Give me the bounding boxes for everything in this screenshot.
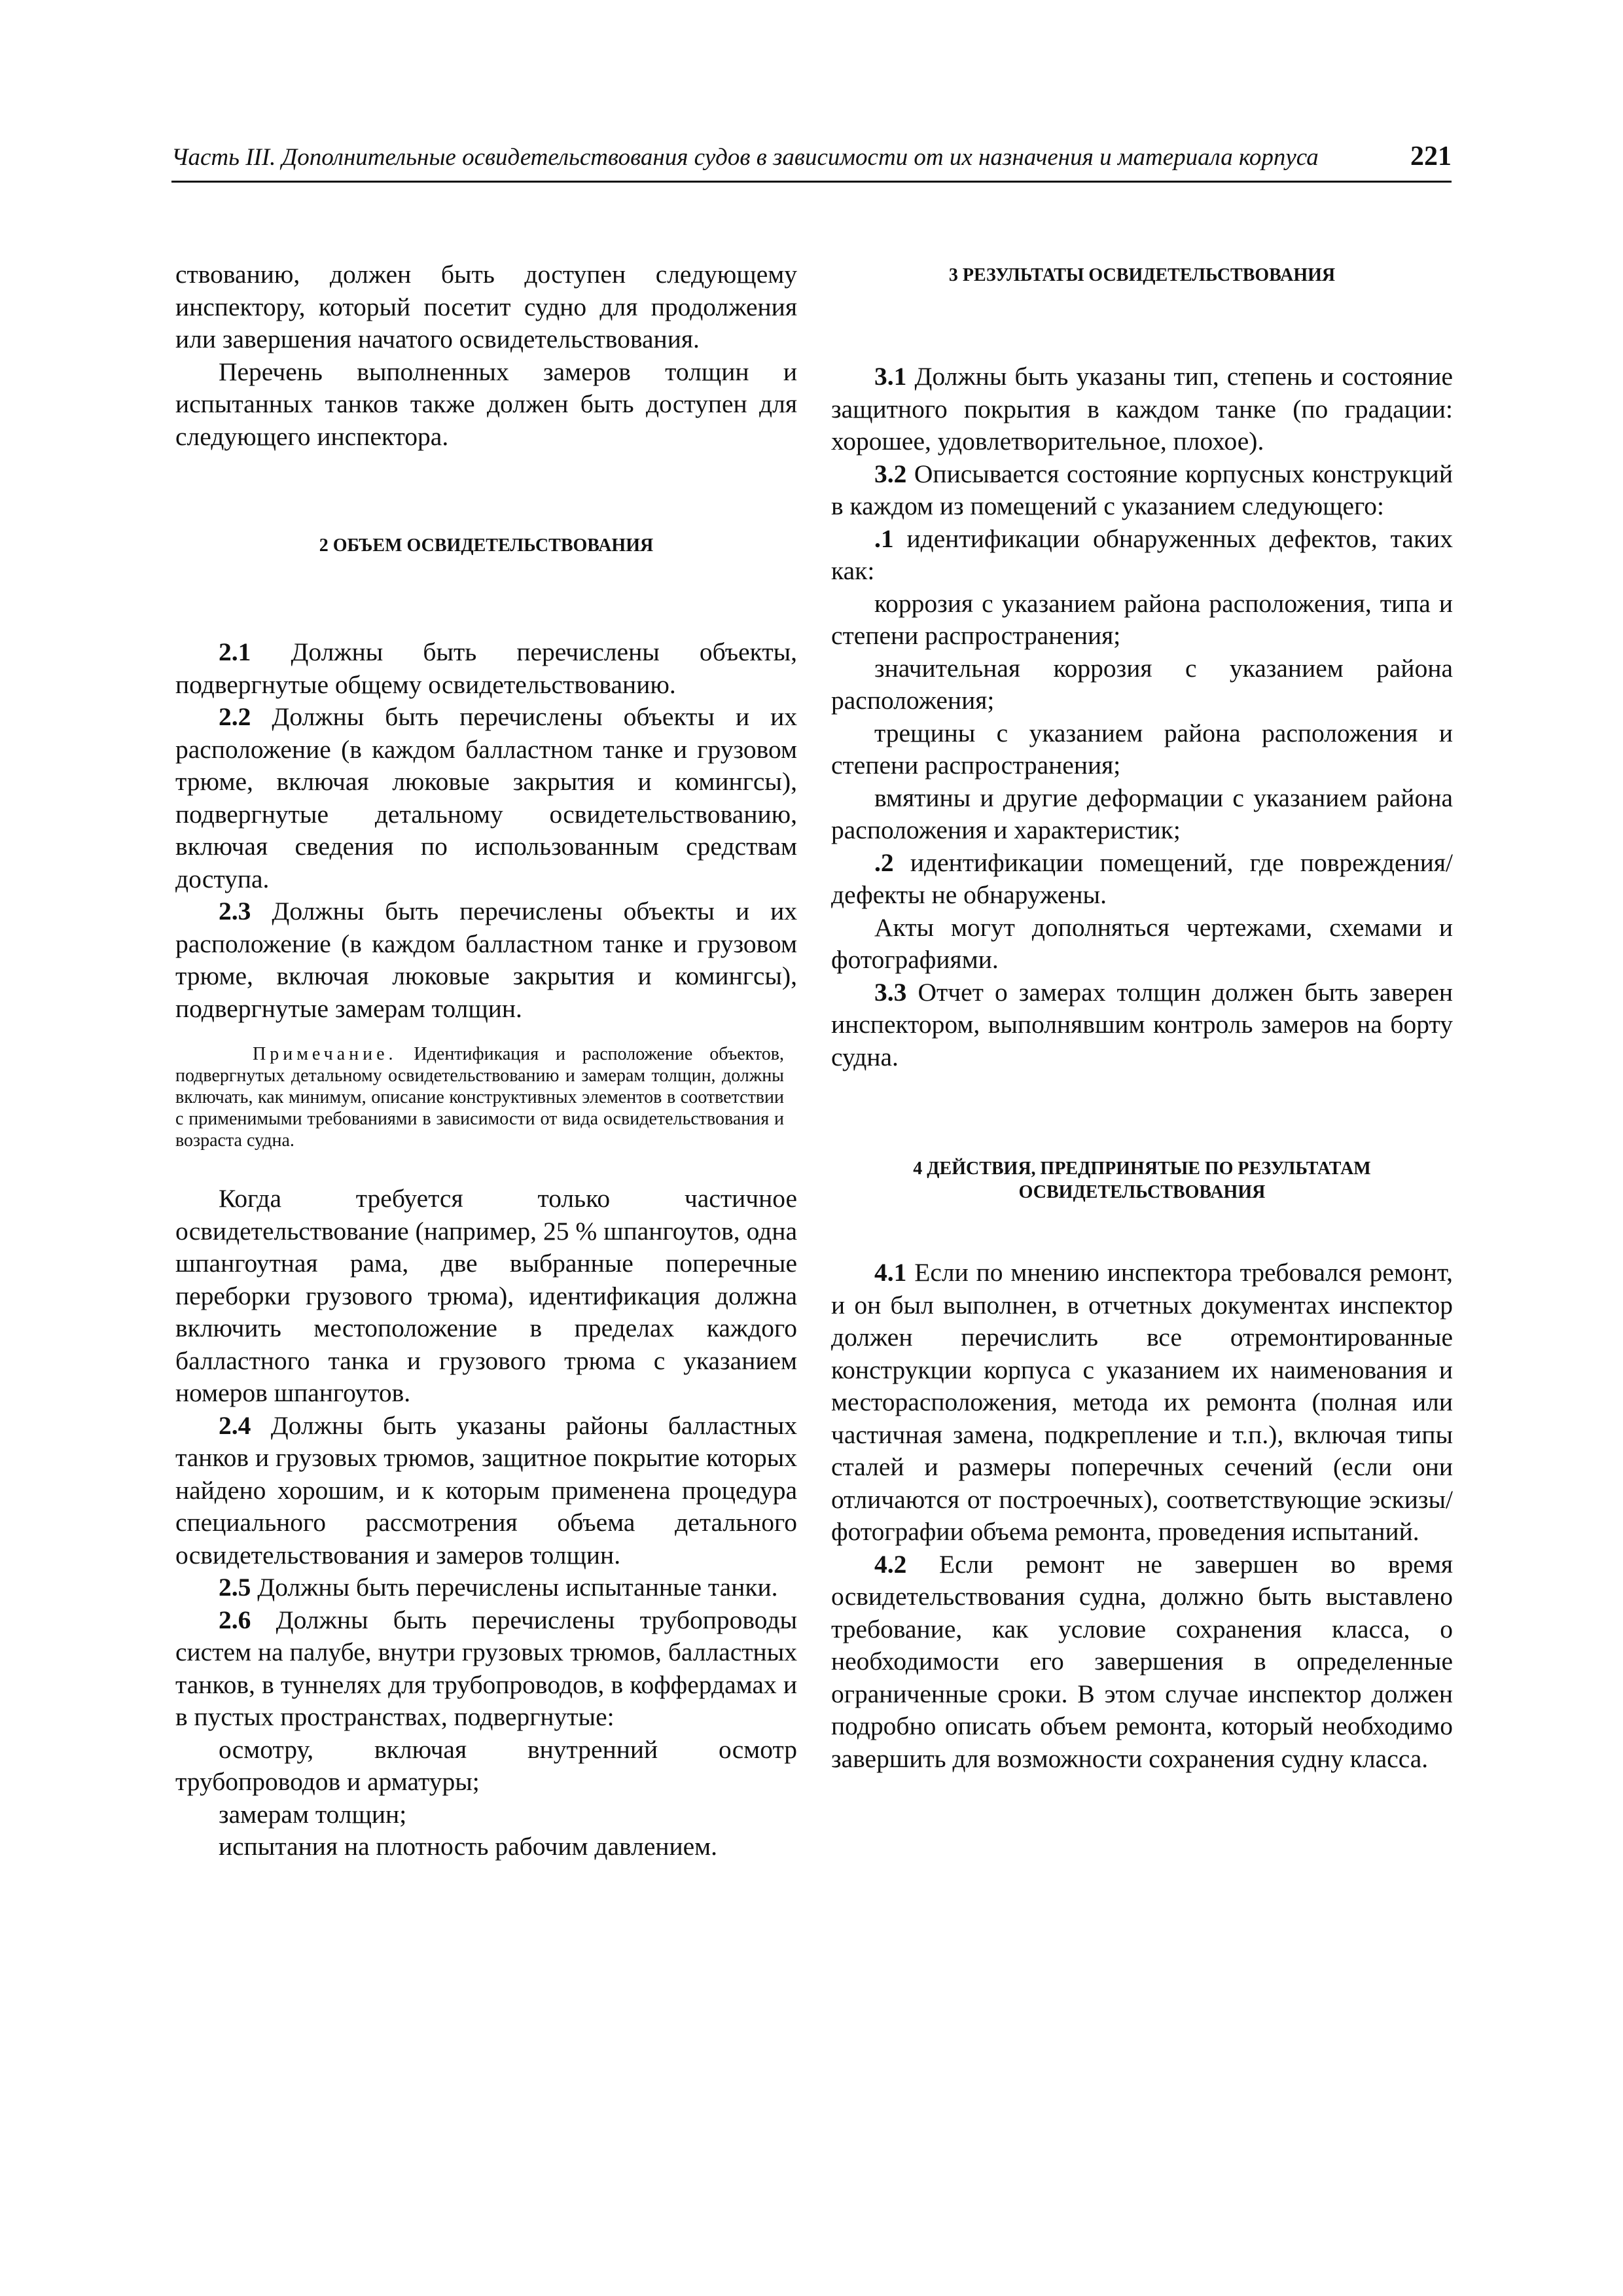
- clause-number: 4.2: [874, 1549, 907, 1579]
- clause-text: Должны быть указаны районы балластных танков и грузовых трюмов, защитное покрытие которых найдено хорошим, и к которым применена процедура специального рассмотрения объема детального освидетельствования и замеров толщин.: [175, 1410, 797, 1570]
- note-text: Идентификация и расположение объектов, подвергнутых детальному освидетельствованию и замерам толщин, должны включать, как минимум, описание конструктивных элементов в соответствии с применимыми требованиями в зависимости от вида освидетельствования и возраста судна.: [175, 1044, 784, 1151]
- paragraph-3-2-2: [831, 847, 1453, 912]
- left-column: [175, 259, 797, 1863]
- clause-text: Должны быть перечислены объекты и их расположение (в каждом балластном танке и грузовом трюме, включая люковые закрытия и комингсы), подвергнутые замерам толщин.: [175, 897, 797, 1023]
- clause-text: идентификации обнаруженных дефектов, таких как:: [831, 524, 1453, 585]
- clause-number: .2: [874, 848, 894, 877]
- list-item: испытания на плотность рабочим давлением.: [219, 1832, 718, 1861]
- clause-text: Должны быть перечислены трубопроводы систем на палубе, внутри грузовых трюмов, балластных танков, в туннелях для трубопроводов, в коффердамах и в пустых пространствах, подвергнутые:: [175, 1605, 797, 1731]
- right-column: [831, 259, 1453, 1775]
- clause-number: 3.3: [874, 977, 907, 1007]
- note-label: Примечание.: [253, 1044, 397, 1064]
- paragraph-3-1: [831, 361, 1453, 458]
- paragraph-2-5: [175, 1571, 797, 1604]
- paragraph-2-1: [175, 636, 797, 701]
- section-4-heading: [831, 1157, 1453, 1204]
- list-item: осмотру, включая внутренний осмотр трубопроводов и арматуры;: [175, 1734, 797, 1796]
- clause-number: 2.2: [219, 702, 251, 731]
- list-item: коррозия с указанием района расположения, типа и степени распространения;: [831, 588, 1453, 650]
- list-item: замерам толщин;: [219, 1799, 407, 1829]
- section-2-heading: 2 ОБЪЕМ ОСВИДЕТЕЛЬСТВОВАНИЯ: [319, 535, 654, 556]
- paragraph-2-3: [175, 895, 797, 1025]
- clause-number: 2.4: [219, 1410, 251, 1440]
- clause-text: Должны быть указаны тип, степень и состояние защитного покрытия в каждом танке (по градации: хорошее, удовлетворительное, плохое).: [831, 362, 1453, 456]
- clause-text: Должны быть перечислены объекты, подвергнутые общему освидетельствованию.: [175, 637, 797, 699]
- list-item: вмятины и другие деформации с указанием района расположения и характеристик;: [831, 783, 1453, 844]
- clause-text: Должны быть перечислены объекты и их расположение (в каждом балластном танке и грузовом трюме, включая люковые закрытия и комингсы), подвергнутые детальному освидетельствованию, включая сведения по использованным средствам доступа.: [175, 702, 797, 893]
- running-title: Часть III. Дополнительные освидетельствования судов в зависимости от их назначения и материала корпуса: [171, 144, 1319, 171]
- paragraph-continuation: ствованию, должен быть доступен следующему инспектору, который посетит судно для продолжения или завершения начатого освидетельствования.: [175, 260, 797, 353]
- note: [175, 1043, 797, 1151]
- paragraph-2-4: [175, 1410, 797, 1572]
- list-item: трещины с указанием района расположения и степени распространения;: [831, 718, 1453, 780]
- clause-text: Если ремонт не завершен во время освидетельствования судна, должно быть выставлено требование, как условие сохранения класса, о необходимости его завершения в определенные ограниченные сроки. В этом случае инспектор должен подробно описать объем ремонта, который необходимо завершить для возможности сохранения судну класса.: [831, 1549, 1453, 1773]
- paragraph-2-6: [175, 1604, 797, 1734]
- clause-text: Если по мнению инспектора требовался ремонт, и он был выполнен, в отчетных документах инспектор должен перечислить все отремонтированные конструкции корпуса с указанием их наименования и месторасположения, метода их ремонта (полная или частичная замена, подкрепление и т.п.), включая типы сталей и размеры поперечных сечений (если они отличаются от построечных), соответствующие эскизы/фотографии объема ремонта, проведения испытаний.: [831, 1258, 1453, 1546]
- paragraph-3-2-1: [831, 523, 1453, 588]
- clause-text: Описывается состояние корпусных конструкций в каждом из помещений с указанием следующего:: [831, 459, 1453, 520]
- paragraph-4-1: [831, 1257, 1453, 1549]
- clause-number: 2.3: [219, 897, 251, 925]
- page-number: 221: [1410, 141, 1452, 171]
- paragraph-2-2: [175, 701, 797, 895]
- section-4-heading-line2: ОСВИДЕТЕЛЬСТВОВАНИЯ: [1018, 1182, 1266, 1202]
- clause-number: 2.6: [219, 1605, 251, 1634]
- paragraph-thickness-list: Перечень выполненных замеров толщин и испытанных танков также должен быть доступен для следующего инспектора.: [175, 357, 797, 451]
- clause-number: 2.5: [219, 1573, 251, 1602]
- paragraph-acts: Акты могут дополняться чертежами, схемами и фотографиями.: [831, 912, 1453, 974]
- paragraph-3-3: [831, 977, 1453, 1074]
- paragraph-partial-survey: Когда требуется только частичное освидетельствование (например, 25 % шпангоутов, одна шпангоутная рама, две выбранные поперечные переборки грузового трюма), идентификация должна включить местоположение в пределах каждого балластного танка и грузового трюма с указанием номеров шпангоутов.: [175, 1184, 797, 1407]
- list-item: значительная коррозия с указанием района расположения;: [831, 653, 1453, 715]
- clause-number: .1: [874, 524, 894, 553]
- clause-text: Отчет о замерах толщин должен быть заверен инспектором, выполнявшим контроль замеров на борту судна.: [831, 977, 1453, 1071]
- clause-number: 3.1: [874, 362, 907, 391]
- paragraph-4-2: [831, 1549, 1453, 1776]
- clause-text: идентификации помещений, где повреждения/дефекты не обнаружены.: [831, 848, 1453, 909]
- section-4-heading-line1: 4 ДЕЙСТВИЯ, ПРЕДПРИНЯТЫЕ ПО РЕЗУЛЬТАТАМ: [913, 1158, 1371, 1179]
- page-header: [171, 139, 1452, 183]
- clause-number: 4.1: [874, 1258, 907, 1287]
- section-3-heading: 3 РЕЗУЛЬТАТЫ ОСВИДЕТЕЛЬСТВОВАНИЯ: [948, 265, 1336, 285]
- clause-number: 2.1: [219, 637, 251, 666]
- clause-number: 3.2: [874, 459, 907, 488]
- clause-text: Должны быть перечислены испытанные танки.: [251, 1573, 778, 1602]
- paragraph-3-2: [831, 458, 1453, 523]
